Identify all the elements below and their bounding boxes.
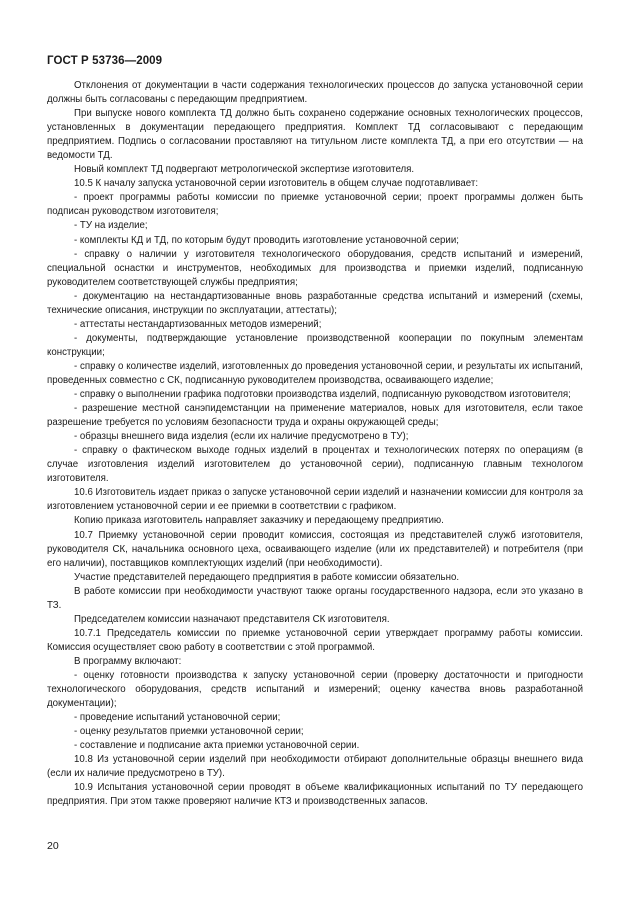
section-10-6: 10.6 Изготовитель издает приказ о запуске установочной серии изделий и назначении комиссии для контроля за изготовлением установочной серии и ее приемки в соответствии с графиком. xyxy=(47,487,583,513)
paragraph: Участие представителей передающего предприятия в работе комиссии обязательно. xyxy=(74,571,460,583)
paragraph: В работе комиссии при необходимости участвуют также органы государственного надзора, если это указано в ТЗ. xyxy=(47,585,583,611)
document-body xyxy=(47,79,583,809)
page-number: 20 xyxy=(47,840,59,852)
standard-header: ГОСТ Р 53736—2009 xyxy=(47,55,163,67)
section-10-5: 10.5 К началу запуска установочной серии изготовитель в общем случае подготавливает: xyxy=(74,178,479,190)
paragraph: Председателем комиссии назначают представителя СК изготовителя. xyxy=(74,613,390,625)
list-item: - образцы внешнего вида изделия (если их наличие предусмотрено в ТУ); xyxy=(74,431,409,443)
list-item: - оценку результатов приемки установочной серии; xyxy=(74,726,304,738)
section-10-9: 10.9 Испытания установочной серии проводят в объеме квалификационных испытаний по ТУ передающего предприятия. При этом также проверяют наличие КТЗ и производственных запасов. xyxy=(47,782,583,808)
list-item: - комплекты КД и ТД, по которым будут проводить изготовление установочной серии; xyxy=(74,234,459,246)
list-item: - документы, подтверждающие установление производственной кооперации по покупным элементам конструкции; xyxy=(47,332,583,358)
list-item: - разрешение местной санэпидемстанции на применение материалов, новых для изготовителя, если такое разрешение требуется по условиям безопасности труда и охраны окружающей среды; xyxy=(47,403,583,429)
paragraph: Копию приказа изготовитель направляет заказчику и передающему предприятию. xyxy=(74,515,444,527)
list-item: - справку о количестве изделий, изготовленных до проведения установочной серии, и результаты их испытаний, проведенных совместно с СК, подписанную руководителем производства, осваивающего изделие; xyxy=(47,360,583,386)
paragraph: Новый комплект ТД подвергают метрологической экспертизе изготовителя. xyxy=(74,164,415,176)
list-item: - справку о наличии у изготовителя технологического оборудования, средств испытаний и измерений, специальной оснастки и инструментов, необходимых для производства и приемки изделий, подписанную руководителем соответствующей службы предприятия; xyxy=(47,248,583,288)
list-item: - справку о фактическом выходе годных изделий в процентах и технологических потерях по операциям (в случае изготовления изделий изготовителем до установочной серии), подписанную главным технологом изготовителя. xyxy=(47,445,583,485)
list-item: - аттестаты нестандартизованных методов измерений; xyxy=(74,318,322,330)
section-10-7: 10.7 Приемку установочной серии проводит комиссия, состоящая из представителей служб изготовителя, руководителя СК, начальника основного цеха, осваивающего изделие (или их представителей) и потребителя (при его наличии), поставщиков комплектующих изделий (при необходимости). xyxy=(47,529,583,569)
list-item: - оценку готовности производства к запуску установочной серии (проверку достаточности и пригодности технологического оборудования, средств испытаний и измерений; оценку качества вновь разработанной документации); xyxy=(47,669,583,710)
list-item: - проект программы работы комиссии по приемке установочной серии; проект программы должен быть подписан руководством изготовителя; xyxy=(47,192,583,218)
list-item: - ТУ на изделие; xyxy=(74,220,148,232)
list-item: - проведение испытаний установочной серии; xyxy=(74,712,281,724)
paragraph: При выпуске нового комплекта ТД должно быть сохранено содержание основных технологических процессов, установленных в документации передающего предприятия. Комплект ТД согласовывают с передающим предприятием. Подпись о согласовании проставляют на титульном листе комплекта ТД, а при его отсутствии — на ведомости ТД. xyxy=(47,108,583,162)
list-item: - составление и подписание акта приемки установочной серии. xyxy=(74,740,360,752)
paragraph: В программу включают: xyxy=(74,655,182,667)
section-10-7-1: 10.7.1 Председатель комиссии по приемке установочной серии утверждает программу работы комиссии. Комиссия осуществляет свою работу в соответствии с этой программой. xyxy=(47,627,583,653)
list-item: - справку о выполнении графика подготовки производства изделий, подписанную руководством изготовителя; xyxy=(74,389,571,401)
section-10-8: 10.8 Из установочной серии изделий при необходимости отбирают дополнительные образцы внешнего вида (если их наличие предусмотрено в ТУ). xyxy=(47,754,583,780)
paragraph: Отклонения от документации в части содержания технологических процессов до запуска установочной серии должны быть согласованы с передающим предприятием. xyxy=(47,80,583,106)
list-item: - документацию на нестандартизованные вновь разработанные средства испытаний и измерений (схемы, технические описания, инструкции по эксплуатации, аттестаты); xyxy=(47,290,583,316)
